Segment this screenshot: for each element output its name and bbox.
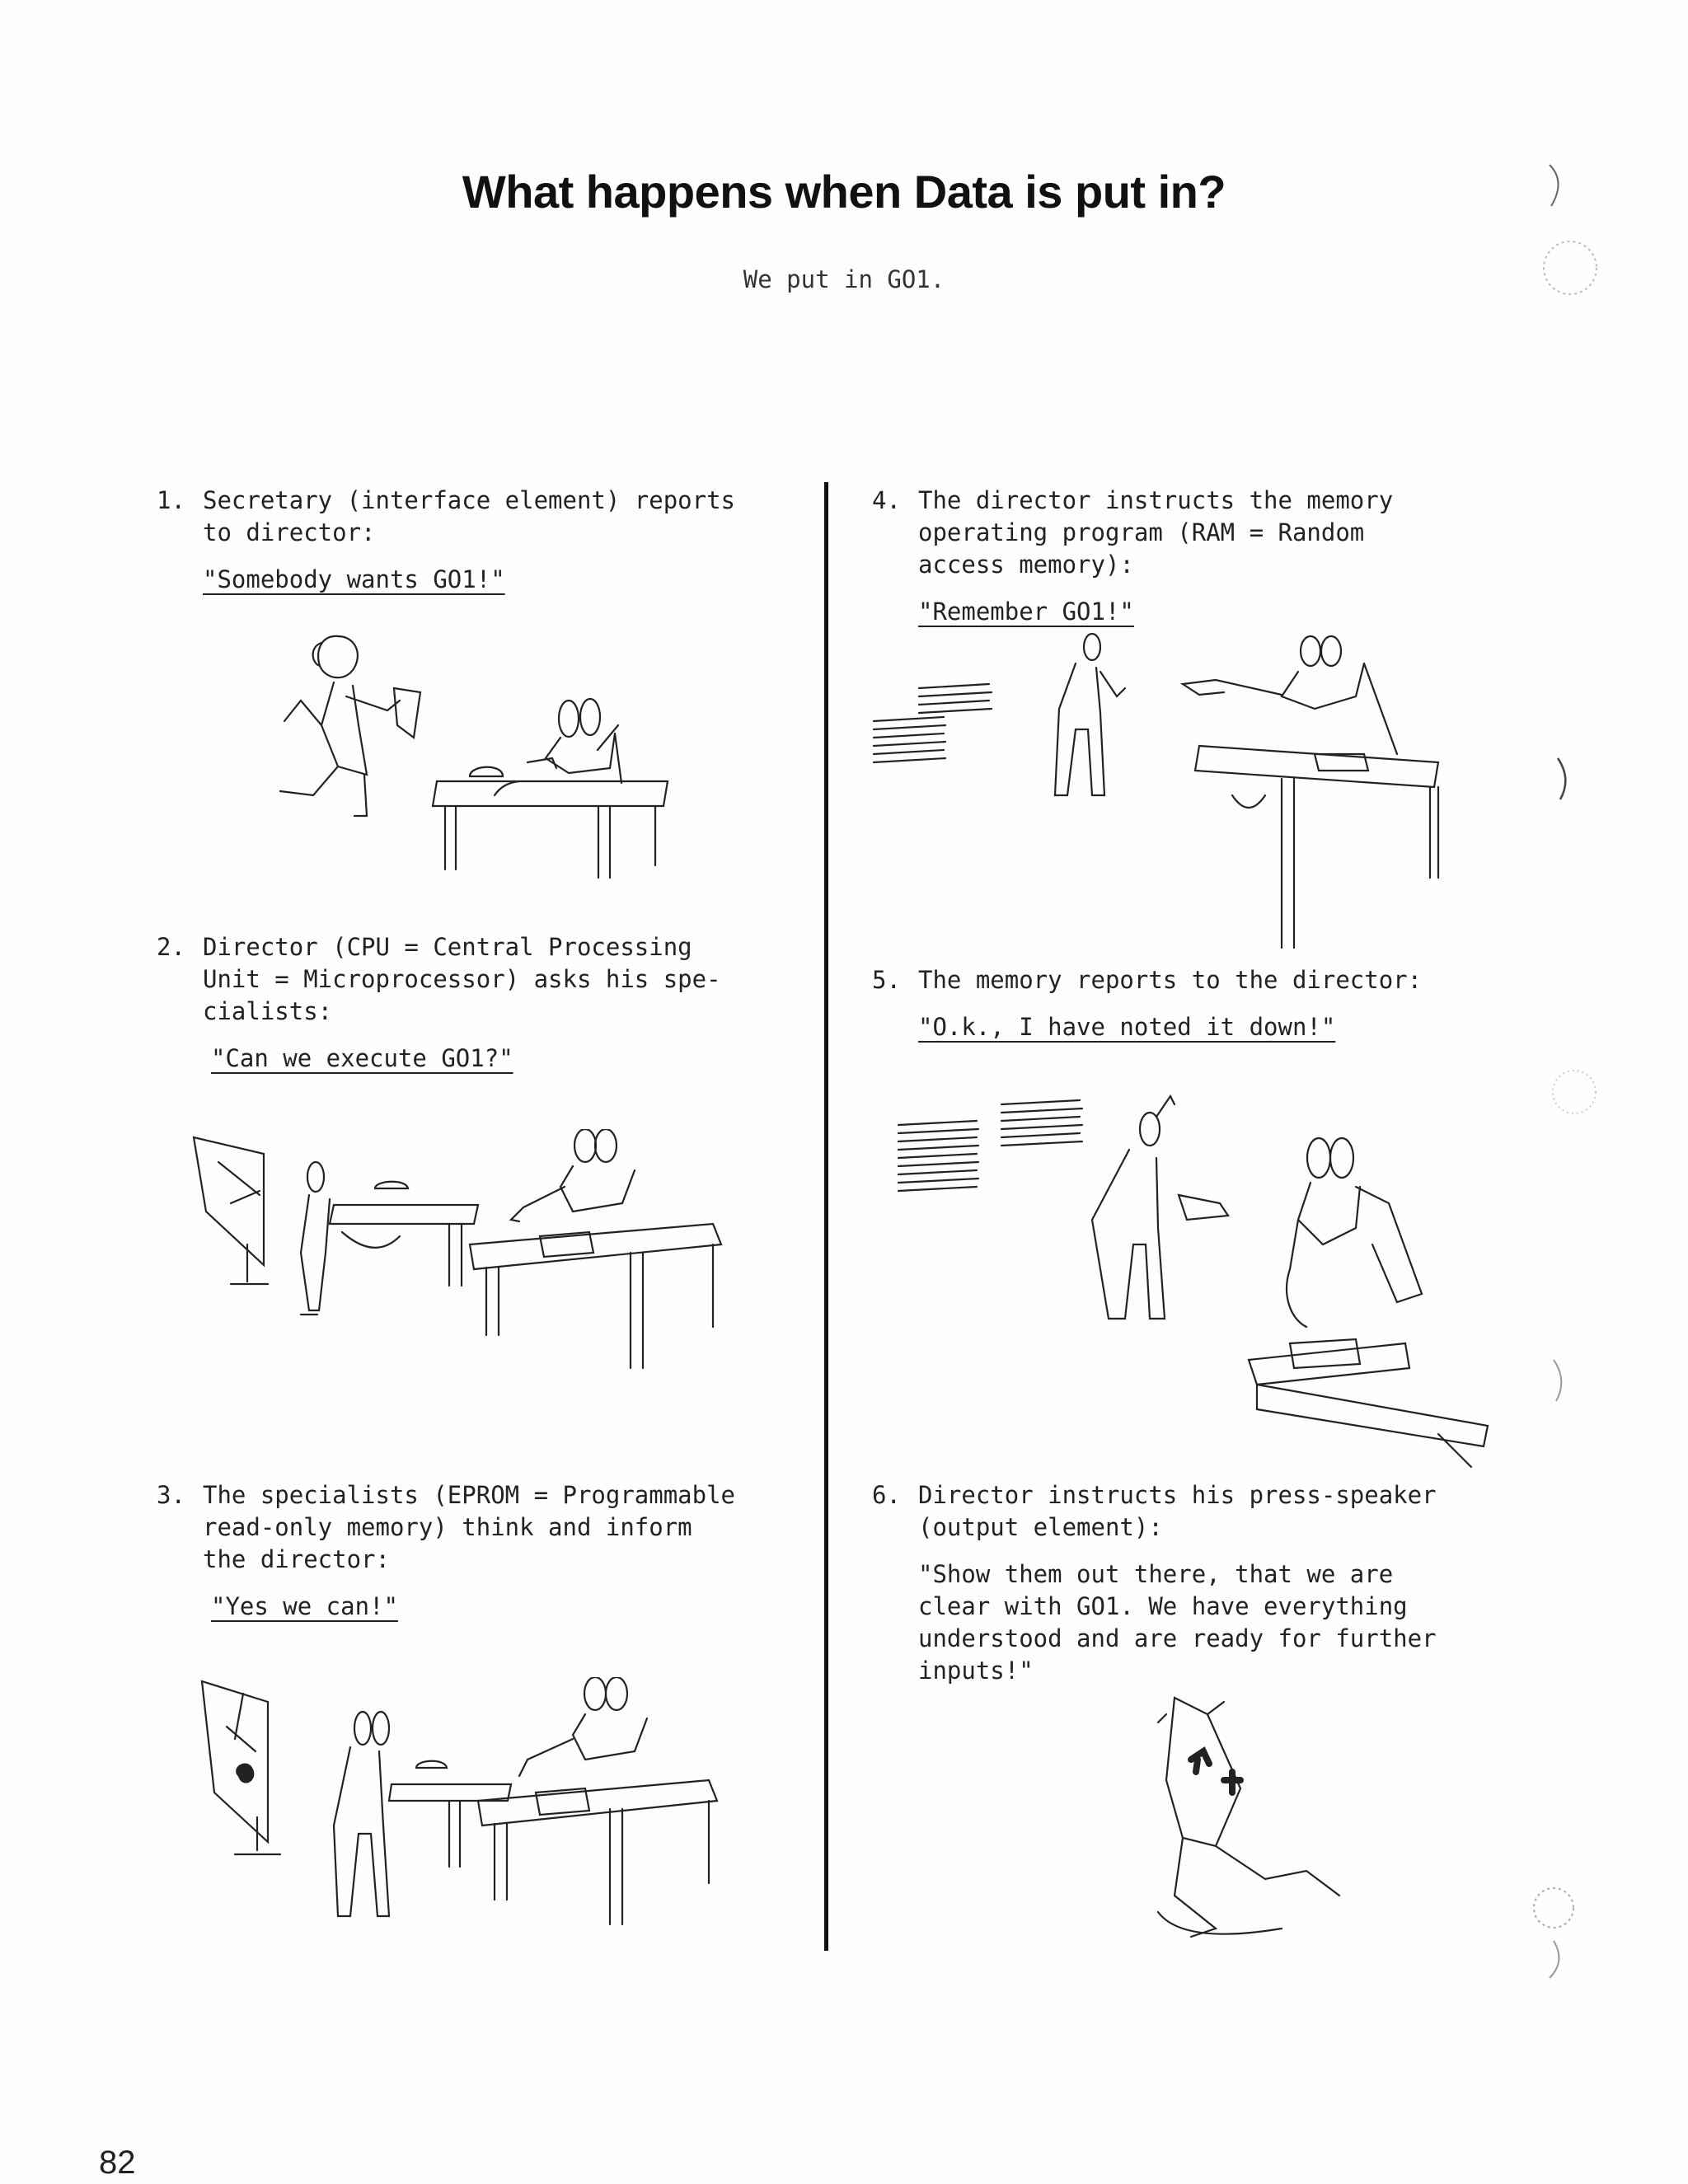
column-divider xyxy=(824,482,828,1951)
step-6-quote: "Show them out there, that we are clear with GO1. We have everything understood and are ready for further inputs!" xyxy=(918,1560,1437,1685)
step-5 xyxy=(872,964,1548,1043)
scan-mark xyxy=(1541,161,1574,210)
scan-mark xyxy=(1537,235,1603,301)
scan-mark xyxy=(1550,1063,1599,1121)
page-title: What happens when Data is put in? xyxy=(462,166,1226,218)
step-5-quote: "O.k., I have noted it down!" xyxy=(918,1013,1336,1041)
step-3 xyxy=(157,1479,832,1623)
secretary-running-to-director-icon xyxy=(223,618,684,882)
step-4-quote: "Remember GO1!" xyxy=(918,598,1134,626)
step-4 xyxy=(872,485,1548,628)
scan-mark xyxy=(1529,1871,1578,1986)
step-2-text: 2. Director (CPU = Central Processing Unit = Microprocessor) asks his spe- cialists: xyxy=(157,933,721,1025)
step-2 xyxy=(157,931,832,1075)
step-1 xyxy=(157,485,832,596)
step-3-text: 3. The specialists (EPROM = Programmable read-only memory) think and inform the director: xyxy=(157,1481,736,1573)
step-2-quote: "Can we execute GO1?" xyxy=(211,1044,513,1072)
press-speaker-running-icon xyxy=(1117,1681,1381,1961)
step-6-text: 6. Director instructs his press-speaker (output element): xyxy=(872,1481,1437,1541)
step-1-quote: "Somebody wants GO1!" xyxy=(203,565,505,593)
director-phoning-specialists-icon xyxy=(185,1129,729,1385)
step-1-text: 1. Secretary (interface element) reports to director: xyxy=(157,486,736,546)
scan-mark xyxy=(1550,1356,1574,1405)
step-6 xyxy=(872,1479,1548,1687)
specialists-reply-icon xyxy=(198,1677,742,1949)
director-instructs-memory-icon xyxy=(870,630,1447,956)
step-5-text: 5. The memory reports to the director: xyxy=(872,966,1423,994)
page-subtitle: We put in GO1. xyxy=(743,265,945,293)
step-3-quote: "Yes we can!" xyxy=(211,1592,398,1620)
page-number: 82 xyxy=(99,2144,136,2181)
scan-mark xyxy=(1554,754,1578,804)
memory-reports-icon xyxy=(894,1080,1504,1475)
step-4-text: 4. The director instructs the memory operating program (RAM = Random access memory): xyxy=(872,486,1394,579)
